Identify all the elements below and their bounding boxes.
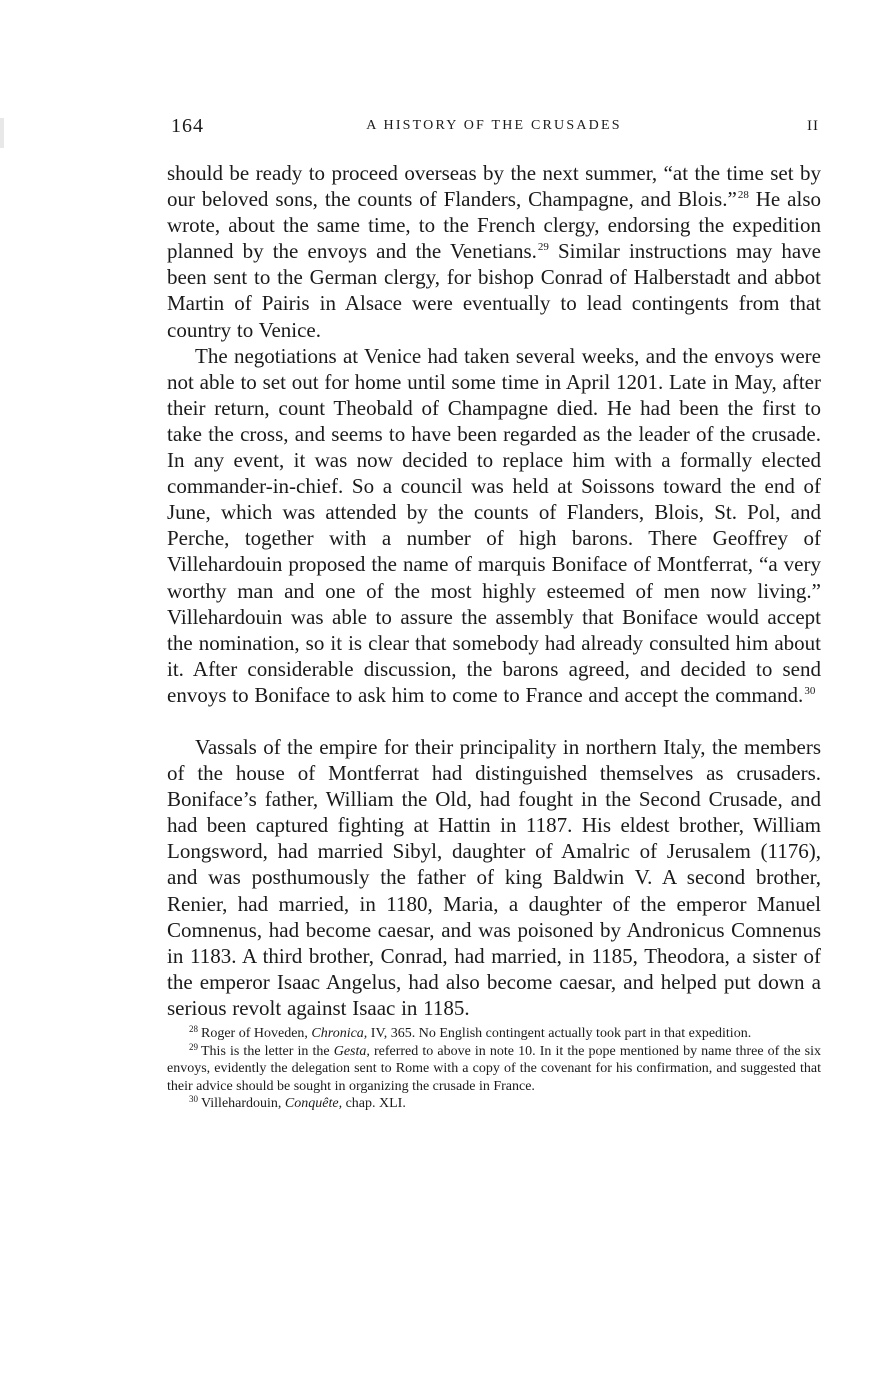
- footnote-28-number: 28: [189, 1024, 198, 1034]
- book-title: A HISTORY OF THE CRUSADES: [366, 118, 622, 133]
- footnote-30-text-a: Villehardouin,: [201, 1096, 285, 1112]
- part-number: II: [807, 118, 819, 134]
- book-page: [167, 112, 821, 1113]
- body-text: [167, 160, 821, 1021]
- running-head: [167, 112, 821, 140]
- footnote-ref-28: 28: [737, 189, 749, 202]
- footnote-ref-29: 29: [537, 241, 549, 254]
- scan-edge-shadow: [0, 118, 4, 148]
- page-number: 164: [171, 115, 204, 137]
- paragraph-3: Vassals of the empire for their principality in northern Italy, the members of the house of Montferrat had distinguished themselves as crusaders. Boniface’s father, William the Old, had fought in the Second Crusade, and had been captured fighting at Hattin in 1187. His eldest brother, William Longsword, had married Sibyl, daughter of Amalric of Jerusalem (1176), and was posthumously the father of king Baldwin V. A second brother, Renier, had married, in 1180, Maria, a daughter of the emperor Manuel Comnenus, had become caesar, and was poisoned by Andronicus Comnenus in 1183. A third brother, Conrad, had married, in 1185, Theodora, a sister of the emperor Isaac Angelus, had also become caesar, and helped put down a serious revolt against Isaac in 1185.: [167, 734, 821, 1020]
- footnote-29-work: Gesta,: [333, 1043, 370, 1059]
- paragraph-1-text-b: He also wrote, about the same time, to the French clergy, endorsing the expedition planned by the envoys and the Venetians.: [167, 187, 821, 264]
- footnote-29-text-a: This is the letter in the: [201, 1043, 334, 1059]
- footnote-30-text-b: chap. XLI.: [342, 1096, 406, 1112]
- paragraph-1-text-c: Similar instructions may have been sent to the German clergy, for bishop Conrad of Halberstadt and abbot Martin of Pairis in Alsace were eventually to lead contingents from that country to Venice.: [167, 239, 821, 342]
- footnotes: [167, 1025, 821, 1113]
- footnote-28-work: Chronica,: [311, 1026, 368, 1041]
- footnote-28: [167, 1025, 821, 1043]
- paragraph-2: [167, 343, 821, 708]
- footnote-29-text-b: referred to above in note 10. In it the pope mentioned by name three of the six envoys, evidently the delegation sent to Rome with a copy of the covenant for his confirmation, and suggested that their advice should be sought in organizing the crusade in France.: [167, 1043, 821, 1094]
- footnote-29-number: 29: [189, 1041, 198, 1052]
- paragraph-1: [167, 160, 821, 343]
- paragraph-1-text-a: should be ready to proceed overseas by the next summer, “at the time set by our beloved sons, the counts of Flanders, Champagne, and Blois.”: [167, 161, 821, 212]
- paragraph-2-text: The negotiations at Venice had taken several weeks, and the envoys were not able to set out for home until some time in April 1201. Late in May, after their return, count Theobald of Champagne died. He had been the first to take the cross, and seems to have been regarded as the leader of the crusade. In any event, it was now decided to replace him with a formally elected commander-in-chief. So a council was held at Soissons toward the end of June, which was attended by the counts of Flanders, Blois, St. Pol, and Perche, together with a number of high barons. There Geoffrey of Villehardouin proposed the name of marquis Boniface of Montferrat, “a very worthy man and one of the most highly esteemed of men now living.” Villehardouin was able to assure the assembly that Boniface would accept the nomination, so it is clear that somebody had already consulted him about it. After considerable discussion, the barons agreed, and decided to send envoys to Boniface to ask him to come to France and accept the command.: [167, 343, 821, 707]
- footnote-30: [167, 1095, 821, 1113]
- footnote-30-number: 30: [189, 1094, 198, 1105]
- footnote-ref-30: 30: [804, 684, 816, 697]
- footnote-28-text-a: Roger of Hoveden,: [201, 1026, 312, 1041]
- footnote-30-work: Conquête,: [284, 1096, 343, 1112]
- footnote-28-text-b: IV, 365. No English contingent actually took part in that expedition.: [367, 1026, 752, 1041]
- footnote-29: [167, 1043, 821, 1096]
